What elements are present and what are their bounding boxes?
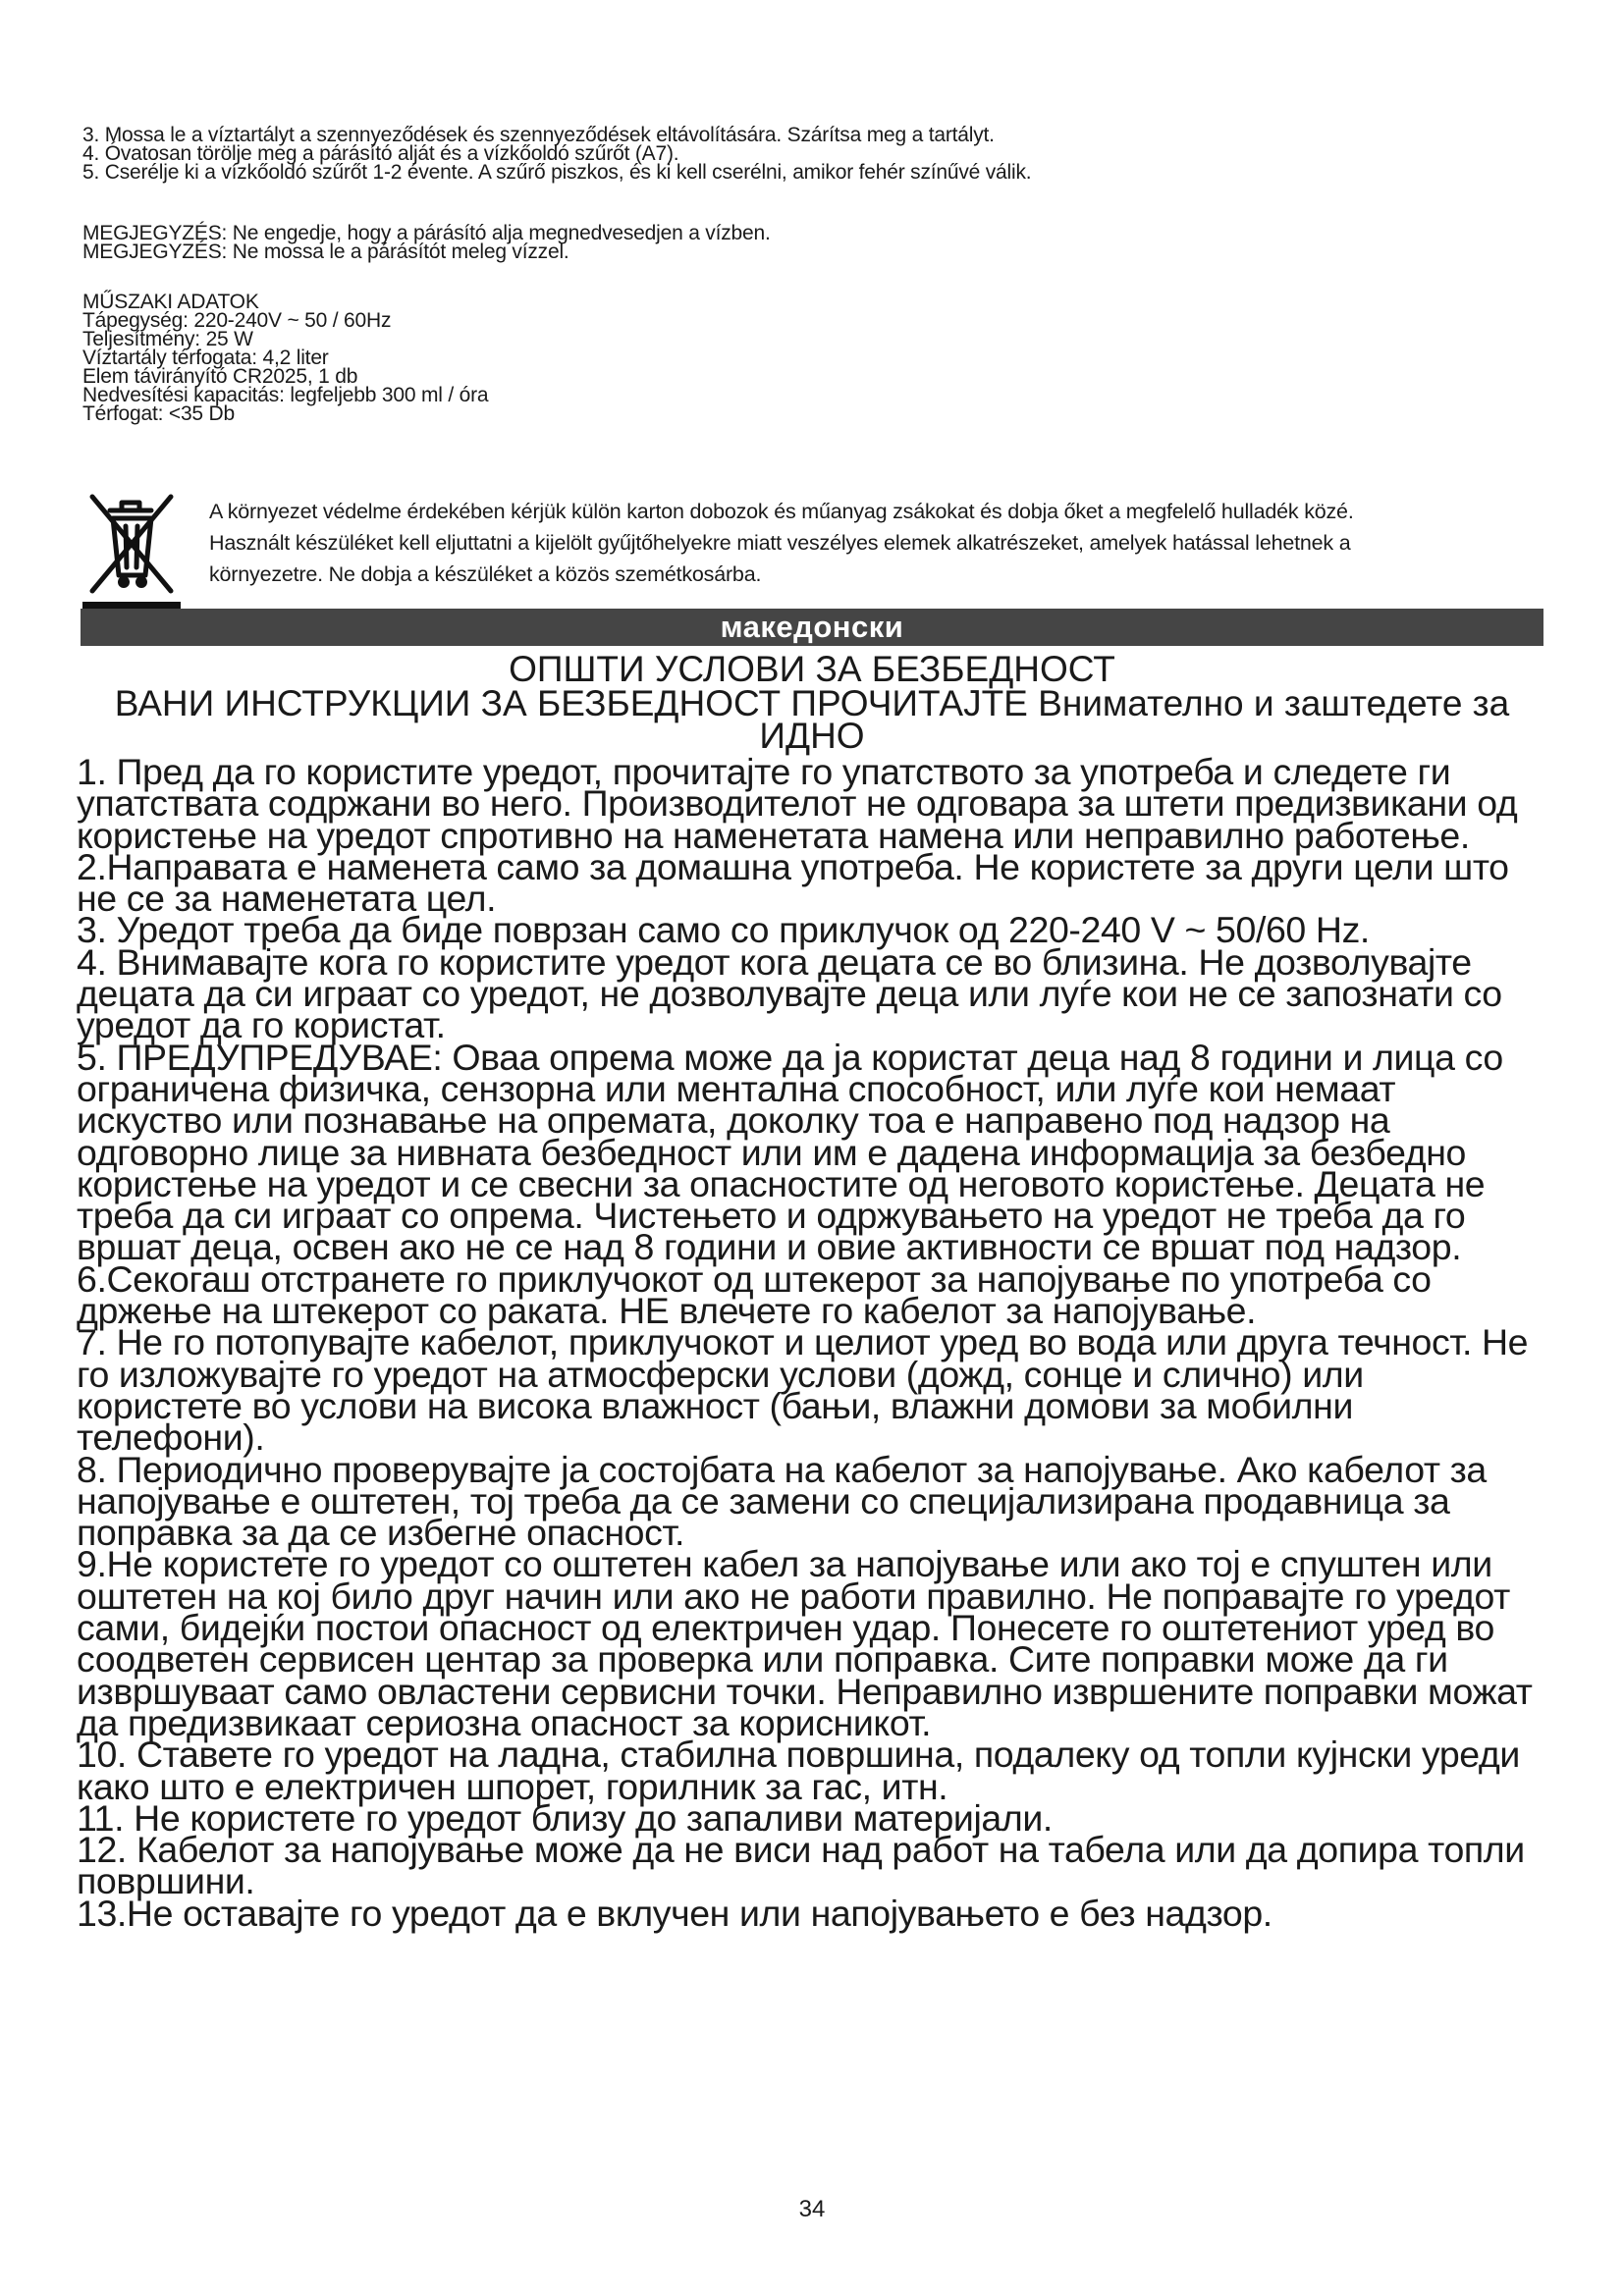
instruction-line: 3. Уредот треба да биде поврзан само со приклучок од 220-240 V ~ 50/60 Hz. [77, 909, 1370, 951]
note-line: MEGJEGYZÉS: Ne mossa le a párásítót meleg vízzel. [82, 240, 569, 263]
instruction-line: 2.Направата е наменета само за домашна употреба. Не користете за други цели што [77, 845, 1509, 887]
technical-specs [82, 293, 1536, 423]
instruction-line: не се за наменетата цел. [77, 878, 497, 920]
recycle-line: környezetre. Ne dobja a készüléket a közös szemétkosárba. [209, 562, 762, 586]
instruction-line: 13.Не оставајте го уредот да е вклучен или напојувањето е без надзор. [77, 1892, 1272, 1934]
language-section-header: македонски [81, 609, 1543, 646]
page-number: 34 [798, 2196, 826, 2222]
section-subtitle-continued: ИДНО [759, 716, 865, 756]
instruction-line: површини. [77, 1860, 255, 1902]
recycle-line: A környezet védelme érdekében kérjük külön karton dobozok és műanyag zsákokat és dobja őket a megfelelő hulladék közé. [209, 500, 1354, 523]
spec-line: Teljesítmény: 25 W [82, 328, 253, 350]
spec-line: Térfogat: <35 Db [82, 402, 235, 425]
instruction-line: вршат деца, освен ако не се над 8 години и овие активности се вршат под надзор. [77, 1226, 1462, 1268]
spec-line: Víztartály térfogata: 4,2 liter [82, 347, 329, 369]
instruction-line: децата да си играат со уредот, не дозволувајте деца или луѓе кои не се запознати со [77, 973, 1502, 1015]
instruction-line: 5. ПРЕДУПРЕДУВАЕ: Оваа опрема може да ја користат деца над 8 години и лица со [77, 1036, 1503, 1078]
section-subtitle: ВАНИ ИНСТРУКЦИИ ЗА БЕЗБЕДНОСТ ПРОЧИТАЈТЕ Внимателно и заштедете за [114, 683, 1510, 723]
instruction-line: треба да си играат со опрема. Чистењето и одржувањето на уредот не треба да го [77, 1195, 1466, 1237]
spec-line: Nedvesítési kapacitás: legfeljebb 300 ml / óra [82, 384, 489, 406]
instruction-line: искуство или познавање на опремата, доколку тоа е направено под надзор на [77, 1099, 1390, 1142]
recycle-text [209, 496, 1544, 590]
step-line: 5. Cserélje ki a vízkőoldó szűrőt 1-2 évente. A szűrő piszkos, és ki kell cserélni, amikor fehér színűvé válik. [82, 161, 1032, 184]
instruction-line: 7. Не го потопувајте кабелот, приклучокот и целиот уред во вода или друга течност. Не [77, 1321, 1529, 1363]
safety-instructions [77, 751, 1549, 1934]
recycle-line: Használt készüléket kell eljuttatni a kijelölt gyűjtőhelyekre miatt veszélyes elemek alkatrészeket, amelyek hatással lehetnek a [209, 531, 1351, 555]
step-line: 3. Mossa le a víztartályt a szennyeződések és szennyeződések eltávolítására. Szárítsa meg a tartályt. [82, 124, 995, 146]
instruction-line: напојување е оштетен, тој треба да се замени со специјализирана продавница за [77, 1479, 1450, 1522]
instruction-line: користете во услови на висока влажност (бањи, влажни домови за мобилни [77, 1384, 1354, 1426]
cleaning-steps [82, 126, 1536, 182]
instruction-line: соодветен сервисен центар за проверка или поправка. Сите поправки може да ги [77, 1638, 1448, 1681]
spec-line: Elem távirányító CR2025, 1 db [82, 365, 358, 388]
instruction-line: 6.Секогаш отстранете го приклучокот од штекерот за напојување по употреба со [77, 1257, 1432, 1300]
specs-heading: MŰSZAKI ADATOK [82, 291, 259, 313]
instruction-line: поправка за да се избегне опасност. [77, 1512, 685, 1554]
instruction-line: сами, бидејќи постои опасност од електричен удар. Понесете го оштетениот уред во [77, 1607, 1494, 1649]
instruction-line: телефони). [77, 1416, 265, 1459]
instruction-line: 8. Периодично проверувајте ја состојбата на кабелот за напојување. Ако кабелот за [77, 1448, 1487, 1490]
spec-line: Tápegység: 220-240V ~ 50 / 60Hz [82, 309, 392, 332]
instruction-line: 4. Внимавајте кога го користите уредот кога децата се во близина. Не дозволувајте [77, 940, 1472, 983]
crossed-out-wheelie-bin-icon [82, 489, 181, 599]
instruction-line: одговорно лице за нивната безбедност или им е дадена информација за безбедно [77, 1131, 1466, 1173]
instruction-line: го изложувајте го уредот на атмосферски услови (дожд, сонце и слично) или [77, 1353, 1364, 1395]
step-line: 4. Óvatosan törölje meg a párásító alját és a vízkőoldó szűrőt (A7). [82, 142, 679, 165]
instruction-line: упатствата содржани во него. Производителот не одговара за штети предизвикани од [77, 782, 1518, 825]
instruction-line: оштетен на кој било друг начин или ако не работи правилно. Не поправајте го уредот [77, 1575, 1510, 1617]
instruction-line: како што е електричен шпорет, горилник за гас, итн. [77, 1765, 948, 1807]
section-title: ОПШТИ УСЛОВИ ЗА БЕЗБЕДНОСТ [509, 649, 1115, 689]
instruction-line: 11. Не користете го уредот близу до запаливи материјали. [77, 1796, 1053, 1839]
instruction-line: ограничена физичка, сензорна или ментална способност, или луѓе кои немаат [77, 1067, 1396, 1109]
instruction-line: 9.Не користете го уредот со оштетен кабел за напојување или ако тој е спуштен или [77, 1543, 1492, 1585]
instruction-line: користење на уредот и се свесни за опасностите од неговото користење. Децата не [77, 1162, 1486, 1204]
instruction-line: користење на уредот спротивно на наменетата намена или неправилно работење. [77, 814, 1470, 856]
instruction-line: да предизвикаат сериозна опасност за корисникот. [77, 1701, 932, 1743]
instruction-line: 10. Ставете го уредот на ладна, стабилна површина, подалеку од топли кујнски уреди [77, 1734, 1520, 1776]
notes [82, 224, 1536, 261]
instruction-line: 1. Пред да го користите уредот, прочитајте го упатството за употреба и следете ги [77, 751, 1451, 792]
instruction-line: уредот да го користат. [77, 1004, 446, 1046]
note-line: MEGJEGYZÉS: Ne engedje, hogy a párásító alja megnedvesedjen a vízben. [82, 222, 771, 244]
instruction-line: држење на штекерот со раката. НЕ влечете го кабелот за напојување. [77, 1290, 1257, 1332]
instruction-line: извршуваат само овластени сервисни точки. Неправилно извршените поправки можат [77, 1670, 1533, 1712]
instruction-line: 12. Кабелот за напојување може да не виси над работ на табела или да допира топли [77, 1829, 1525, 1871]
